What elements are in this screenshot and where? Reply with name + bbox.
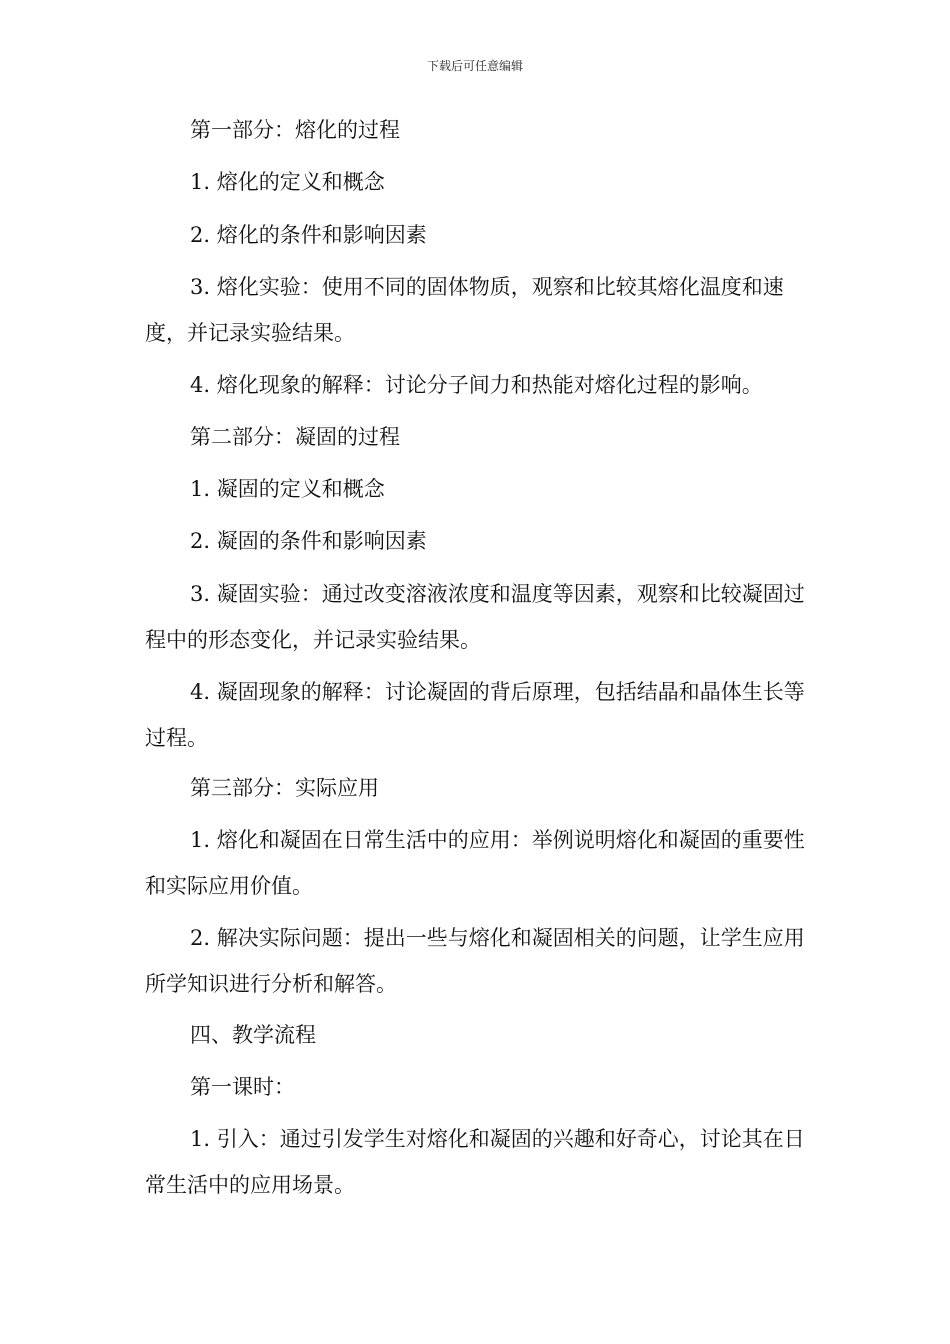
- section-heading-part-two: 第二部分：凝固的过程: [190, 425, 400, 449]
- list-item: 1. 引入：通过引发学生对熔化和凝固的兴趣和好奇心，讨论其在日常生活中的应用场景。: [145, 1127, 805, 1197]
- list-item: 2. 熔化的条件和影响因素: [190, 223, 427, 247]
- section-heading-teaching-flow: 四、教学流程: [190, 1023, 316, 1047]
- list-item: 1. 凝固的定义和概念: [190, 477, 385, 501]
- list-item: 4. 凝固现象的解释：讨论凝固的背后原理，包括结晶和晶体生长等过程。: [145, 680, 805, 750]
- page-header: 下载后可任意编辑: [426, 59, 523, 73]
- list-item: 1. 熔化和凝固在日常生活中的应用：举例说明熔化和凝固的重要性和实际应用价值。: [145, 828, 805, 898]
- list-item: 2. 凝固的条件和影响因素: [190, 529, 427, 553]
- section-heading-part-one: 第一部分：熔化的过程: [190, 118, 400, 142]
- list-item: 3. 凝固实验：通过改变溶液浓度和温度等因素，观察和比较凝固过程中的形态变化，并记录实验结果。: [145, 582, 805, 652]
- section-heading-part-three: 第三部分：实际应用: [190, 776, 379, 800]
- list-item: 2. 解决实际问题：提出一些与熔化和凝固相关的问题，让学生应用所学知识进行分析和解答。: [145, 926, 805, 996]
- list-item: 4. 熔化现象的解释：讨论分子间力和热能对熔化过程的影响。: [190, 373, 763, 397]
- subheading-first-lesson: 第一课时：: [190, 1075, 295, 1099]
- list-item: 1. 熔化的定义和概念: [190, 170, 385, 194]
- list-item: 3. 熔化实验：使用不同的固体物质，观察和比较其熔化温度和速度，并记录实验结果。: [145, 275, 784, 345]
